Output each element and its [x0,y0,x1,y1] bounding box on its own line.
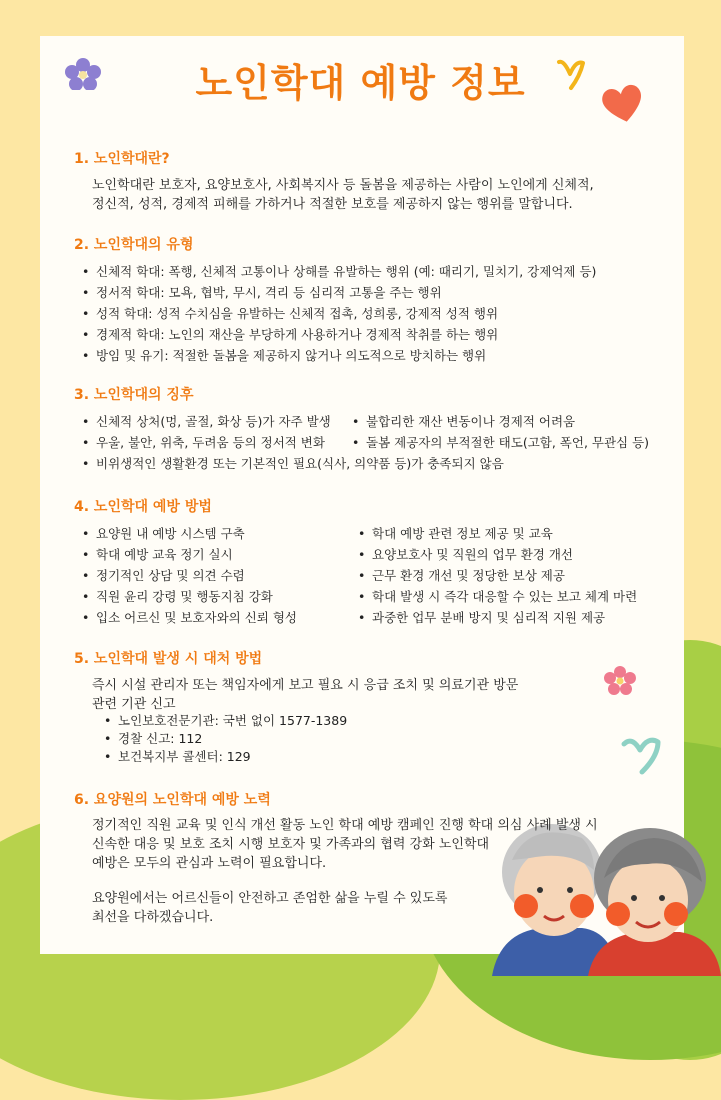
text-line: 최선을 다하겠습니다. [92,910,214,925]
section-heading: 4. 노인학대 예방 방법 [74,499,212,515]
prevention-list-right [358,523,637,628]
list-item: • 정기적인 상담 및 의견 수렴 [82,565,297,586]
section-text [92,816,598,927]
list-item: • 학대 예방 교육 정기 실시 [82,544,297,565]
text-line: 정기적인 직원 교육 및 인식 개선 활동 노인 학대 예방 캠페인 진행 학대 의심 사례 발생 시 [92,818,598,833]
text-line: 노인학대란 보호자, 요양보호사, 사회복지사 등 돌봄을 제공하는 사람이 노인에게 신체적, [92,178,594,193]
section-text [92,676,518,714]
list-item: • 과중한 업무 분배 방지 및 심리적 지원 제공 [358,607,637,628]
section-text [92,176,594,214]
report-contacts-list [104,712,347,766]
list-item: • 학대 발생 시 즉각 대응할 수 있는 보고 체계 마련 [358,586,637,607]
list-item: • 요양보호사 및 직원의 업무 환경 개선 [358,544,637,565]
heart-icon [620,736,664,778]
list-item: • 불합리한 재산 변동이나 경제적 어려움 [352,411,649,432]
text-line: 신속한 대응 및 보호 조치 시행 보호자 및 가족과의 협력 강화 노인학대 [92,837,490,852]
text-line: 정신적, 성적, 경제적 피해를 가하거나 적절한 보호를 제공하지 않는 행위를 말합니다. [92,197,573,212]
list-item: • 입소 어르신 및 보호자와의 신뢰 형성 [82,607,297,628]
flower-icon [64,58,102,90]
prevention-list-left [82,523,297,628]
list-item: • 비위생적인 생활환경 또는 기본적인 필요(식사, 의약품 등)가 충족되지 않음 [82,453,504,474]
list-item: • 근무 환경 개선 및 정당한 보상 제공 [358,565,637,586]
text-line: 즉시 시설 관리자 또는 책임자에게 보고 필요 시 응급 조치 및 의료기관 방문 [92,678,519,693]
page-title: 노인학대 예방 정보 [195,61,526,105]
list-item: • 방임 및 유기: 적절한 돌봄을 제공하지 않거나 의도적으로 방치하는 행위 [82,345,596,366]
list-item: • 성적 학대: 성적 수치심을 유발하는 신체적 접촉, 성희롱, 강제적 성적 행위 [82,303,596,324]
text-line: 예방은 모두의 관심과 노력이 필요합니다. [92,856,327,871]
list-item: • 돌봄 제공자의 부적절한 태도(고함, 폭언, 무관심 등) [352,432,649,453]
signs-list-right [352,411,649,453]
list-item: • 신체적 상처(멍, 골절, 화상 등)가 자주 발생 [82,411,504,432]
section-heading: 3. 노인학대의 징후 [74,387,194,403]
list-item: • 학대 예방 관련 정보 제공 및 교육 [358,523,637,544]
text-line: 관련 기관 신고 [92,697,176,712]
heart-icon [600,84,646,124]
section-heading: 6. 요양원의 노인학대 예방 노력 [74,792,271,808]
list-item: • 요양원 내 예방 시스템 구축 [82,523,297,544]
list-item: • 경제적 학대: 노인의 재산을 부당하게 사용하거나 경제적 착취를 하는 행위 [82,324,596,345]
list-item: • 노인보호전문기관: 국번 없이 1577-1389 [104,712,347,730]
section-heading: 1. 노인학대란? [74,151,170,167]
section-heading: 2. 노인학대의 유형 [74,237,194,253]
abuse-types-list [82,261,596,366]
text-line: 요양원에서는 어르신들이 안전하고 존엄한 삶을 누릴 수 있도록 [92,891,448,906]
list-item: • 우울, 불안, 위축, 두려움 등의 정서적 변화 [82,432,504,453]
section-heading: 5. 노인학대 발생 시 대처 방법 [74,651,263,667]
list-item: • 경찰 신고: 112 [104,730,347,748]
heart-icon [556,58,586,92]
flower-icon [604,666,636,696]
list-item: • 보건복지부 콜센터: 129 [104,748,347,766]
list-item: • 정서적 학대: 모욕, 협박, 무시, 격리 등 심리적 고통을 주는 행위 [82,282,596,303]
list-item: • 직원 윤리 강령 및 행동지침 강화 [82,586,297,607]
list-item: • 신체적 학대: 폭행, 신체적 고통이나 상해를 유발하는 행위 (예: 때리기, 밀치기, 강제억제 등) [82,261,596,282]
